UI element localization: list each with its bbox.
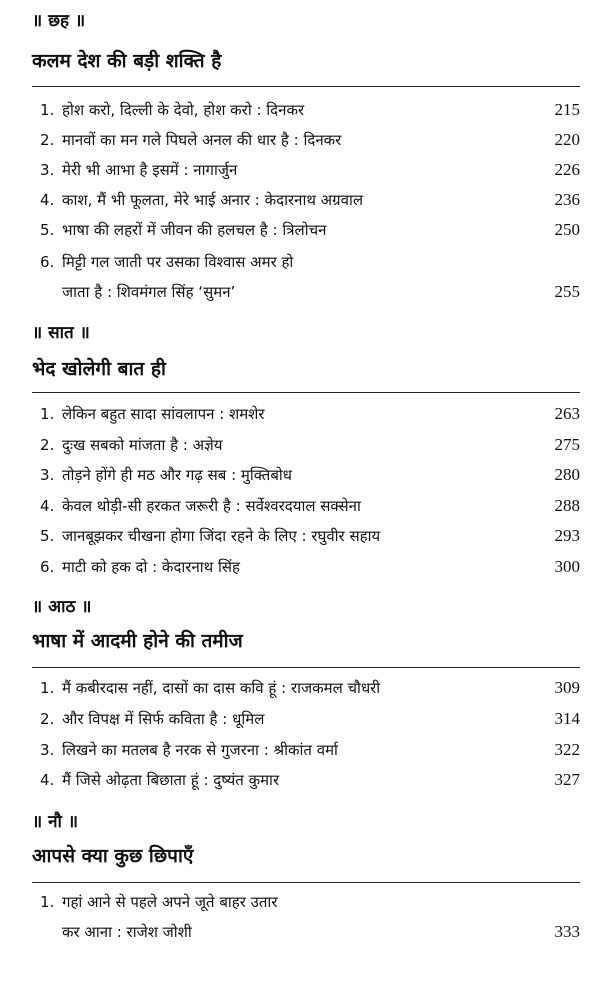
entry-title-continued: जाता है : शिवमंगल सिंह ‘सुमन’ bbox=[62, 283, 236, 301]
entry-title: केवल थोड़ी-सी हरकत जरूरी है : सर्वेश्वरदयाल सक्सेना bbox=[62, 497, 361, 515]
entry-page-number: 226 bbox=[554, 160, 580, 179]
entry-title: मैं जिसे ओढ़ता बिछाता हूं : दुष्यंत कुमार bbox=[62, 771, 280, 789]
entry-number: 4. bbox=[40, 497, 55, 515]
entry-page-number: 255 bbox=[554, 282, 580, 301]
entry-title: मेरी भी आभा है इसमें : नागार्जुन bbox=[62, 161, 238, 179]
entry-title: भाषा की लहरों में जीवन की हलचल है : त्रिलोचन bbox=[62, 221, 327, 239]
section-divider bbox=[32, 882, 580, 883]
section-marker: ॥ सात ॥ bbox=[32, 323, 90, 343]
entry-title: तोड़ने होंगे ही मठ और गढ़ सब : मुक्तिबोध bbox=[62, 466, 293, 484]
entry-page-number: 309 bbox=[554, 678, 580, 697]
entry-number: 1. bbox=[40, 405, 55, 423]
section-heading: आपसे क्या कुछ छिपाएँ bbox=[32, 845, 194, 867]
entry-number: 4. bbox=[40, 191, 55, 209]
section-marker: ॥ छह ॥ bbox=[32, 11, 86, 31]
entry-title: गहां आने से पहले अपने जूते बाहर उतार bbox=[62, 893, 278, 911]
entry-page-number: 333 bbox=[554, 922, 580, 941]
entry-title: मिट्टी गल जाती पर उसका विश्वास अमर हो bbox=[62, 253, 294, 271]
entry-number: 3. bbox=[40, 466, 55, 484]
entry-title: जानबूझकर चीखना होगा जिंदा रहने के लिए : रघुवीर सहाय bbox=[62, 527, 381, 545]
entry-title: माटी को हक दो : केदारनाथ सिंह bbox=[62, 558, 240, 576]
section-marker: ॥ नौ ॥ bbox=[32, 812, 79, 832]
section-marker: ॥ आठ ॥ bbox=[32, 597, 92, 617]
section-heading: भेद खोलेगी बात ही bbox=[32, 358, 166, 380]
entry-number: 5. bbox=[40, 527, 55, 545]
entry-page-number: 250 bbox=[554, 220, 580, 239]
section-divider bbox=[32, 667, 580, 668]
entry-title: मानवों का मन गले पिघले अनल की धार है : दिनकर bbox=[62, 131, 342, 149]
entry-page-number: 280 bbox=[554, 465, 580, 484]
entry-page-number: 314 bbox=[554, 709, 580, 728]
entry-number: 1. bbox=[40, 101, 55, 119]
entry-title: काश, मैं भी फूलता, मेरे भाई अनार : केदारनाथ अग्रवाल bbox=[62, 191, 363, 209]
entry-page-number: 322 bbox=[554, 740, 580, 759]
entry-page-number: 215 bbox=[554, 100, 580, 119]
entry-title: दुःख सबको मांजता है : अज्ञेय bbox=[62, 436, 223, 454]
entry-title: और विपक्ष में सिर्फ कविता है : धूमिल bbox=[62, 710, 265, 728]
entry-number: 1. bbox=[40, 893, 55, 911]
section-divider bbox=[32, 86, 580, 87]
entry-number: 2. bbox=[40, 131, 55, 149]
entry-page-number: 300 bbox=[554, 557, 580, 576]
entry-number: 2. bbox=[40, 710, 55, 728]
section-heading: भाषा में आदमी होने की तमीज bbox=[32, 630, 243, 652]
entry-number: 3. bbox=[40, 161, 55, 179]
entry-title: मैं कबीरदास नहीं, दासों का दास कवि हूं : राजकमल चौधरी bbox=[62, 679, 381, 697]
entry-number: 4. bbox=[40, 771, 55, 789]
entry-number: 5. bbox=[40, 221, 55, 239]
entry-title: लेकिन बहुत सादा सांवलापन : शमशेर bbox=[62, 405, 265, 423]
entry-number: 6. bbox=[40, 253, 55, 271]
entry-page-number: 288 bbox=[554, 496, 580, 515]
entry-page-number: 220 bbox=[554, 130, 580, 149]
entry-title: होश करो, दिल्ली के देवो, होश करो : दिनकर bbox=[62, 101, 305, 119]
entry-number: 2. bbox=[40, 436, 55, 454]
entry-page-number: 293 bbox=[554, 526, 580, 545]
entry-number: 1. bbox=[40, 679, 55, 697]
entry-page-number: 236 bbox=[554, 190, 580, 209]
entry-page-number: 275 bbox=[554, 435, 580, 454]
section-divider bbox=[32, 392, 580, 393]
entry-number: 3. bbox=[40, 741, 55, 759]
entry-number: 6. bbox=[40, 558, 55, 576]
entry-title-continued: कर आना : राजेश जोशी bbox=[62, 923, 192, 941]
entry-page-number: 327 bbox=[554, 770, 580, 789]
section-heading: कलम देश की बड़ी शक्ति है bbox=[32, 50, 222, 72]
entry-title: लिखने का मतलब है नरक से गुजरना : श्रीकांत वर्मा bbox=[62, 741, 338, 759]
entry-page-number: 263 bbox=[554, 404, 580, 423]
